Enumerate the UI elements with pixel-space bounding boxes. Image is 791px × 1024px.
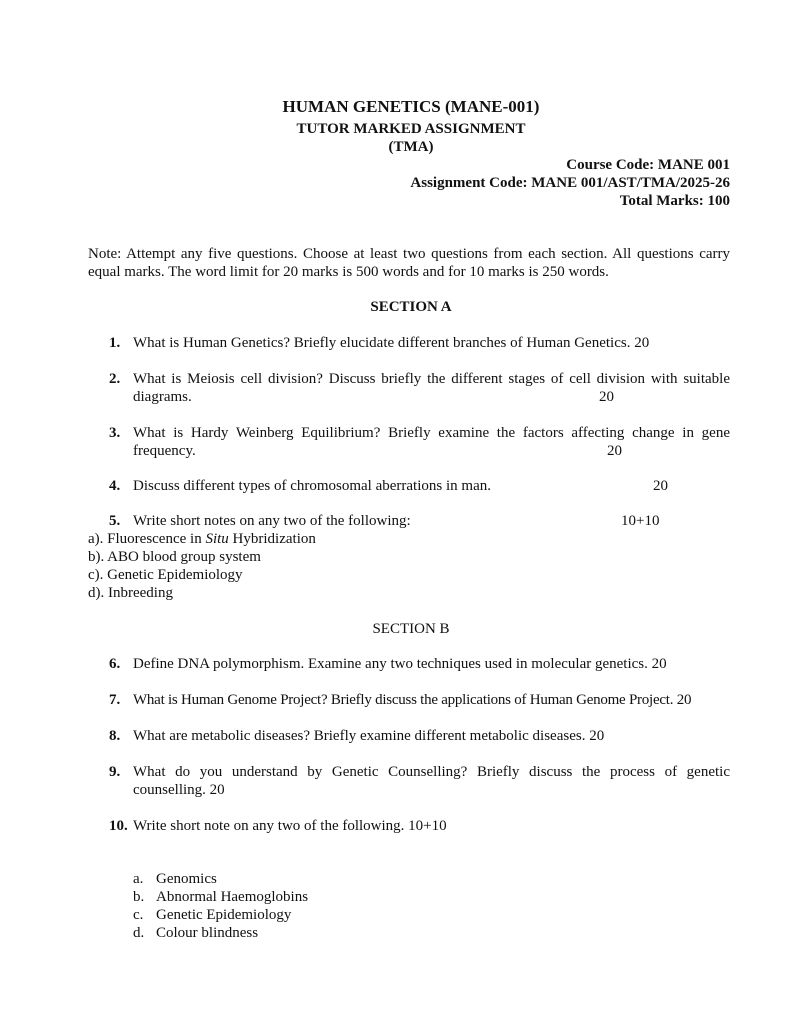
question-text: Write short notes on any two of the following: xyxy=(133,513,411,529)
question-number: 1. xyxy=(109,335,121,351)
question-number: 6. xyxy=(109,656,121,672)
q10-option-c xyxy=(133,906,291,924)
page-subtitle-abbr: (TMA) xyxy=(388,139,434,155)
question-text: What is Human Genome Project? Briefly discuss the applications of Human Genome Project. 20 xyxy=(133,692,692,708)
question-text: What are metabolic diseases? Briefly examine different metabolic diseases. 20 xyxy=(133,728,605,744)
option-label: c. xyxy=(133,907,144,923)
q10-option-d xyxy=(133,924,258,942)
page-title: HUMAN GENETICS (MANE-001) xyxy=(282,97,540,116)
q10-option-a xyxy=(133,870,217,888)
question-number: 8. xyxy=(109,728,121,744)
question-number: 3. xyxy=(109,425,121,441)
option-text: Genomics xyxy=(156,871,217,887)
option-text: Colour blindness xyxy=(156,925,259,941)
option-text: a). Fluorescence in xyxy=(88,531,206,547)
question-number: 10. xyxy=(109,818,128,834)
question-number: 2. xyxy=(109,371,121,387)
section-b-heading: SECTION B xyxy=(372,621,450,637)
q10-option-b xyxy=(133,888,308,906)
option-italic: Situ xyxy=(205,531,229,547)
question-text: Discuss different types of chromosomal aberrations in man. xyxy=(133,478,491,494)
question-marks: 20 xyxy=(607,443,622,459)
question-text: Write short note on any two of the following. 10+10 xyxy=(133,818,447,834)
question-number: 9. xyxy=(109,764,121,780)
q5-option-c: c). Genetic Epidemiology xyxy=(88,567,243,583)
option-text: Hybridization xyxy=(228,531,316,547)
q5-option-a xyxy=(88,530,316,548)
question-marks: 20 xyxy=(653,478,668,494)
section-a-heading: SECTION A xyxy=(370,299,452,315)
question-number: 5. xyxy=(109,513,121,529)
option-label: d. xyxy=(133,925,145,941)
option-label: a. xyxy=(133,871,144,887)
question-text: What is Meiosis cell division? Discuss briefly the different stages of cell division with suitable diagrams. xyxy=(133,371,730,405)
question-text: Define DNA polymorphism. Examine any two techniques used in molecular genetics. 20 xyxy=(133,656,667,672)
option-label: b. xyxy=(133,889,145,905)
q5-option-b: b). ABO blood group system xyxy=(88,549,261,565)
assignment-code: Assignment Code: MANE 001/AST/TMA/2025-26 xyxy=(410,175,730,191)
total-marks: Total Marks: 100 xyxy=(619,193,730,209)
course-code: Course Code: MANE 001 xyxy=(566,157,730,173)
option-text: Abnormal Haemoglobins xyxy=(156,889,309,905)
question-number: 4. xyxy=(109,478,121,494)
option-text: Genetic Epidemiology xyxy=(156,907,292,923)
instructions-note: Note: Attempt any five questions. Choose at least two questions from each section. All questions carry equal marks. The word limit for 20 marks is 500 words and for 10 marks is 250 words. xyxy=(88,246,730,280)
question-text: What is Hardy Weinberg Equilibrium? Briefly examine the factors affecting change in gene frequency. xyxy=(133,425,730,459)
q5-option-d: d). Inbreeding xyxy=(88,585,173,601)
question-text: What do you understand by Genetic Counselling? Briefly discuss the process of genetic counselling. 20 xyxy=(133,764,730,798)
question-text: What is Human Genetics? Briefly elucidate different branches of Human Genetics. 20 xyxy=(133,335,650,351)
question-number: 7. xyxy=(109,692,121,708)
question-marks: 10+10 xyxy=(621,513,660,529)
page-subtitle: TUTOR MARKED ASSIGNMENT xyxy=(296,121,526,137)
question-marks: 20 xyxy=(599,389,614,405)
